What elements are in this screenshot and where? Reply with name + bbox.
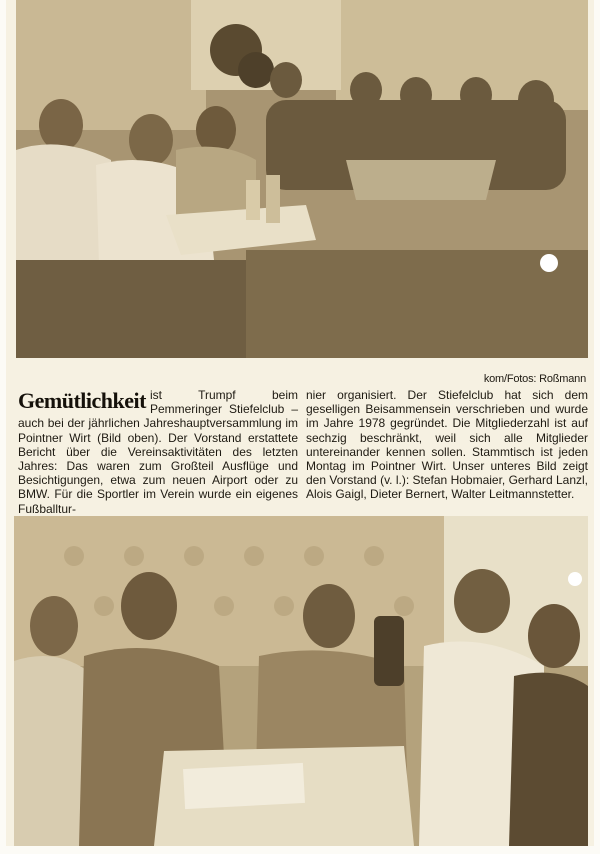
article-caption <box>18 388 588 516</box>
article-column-right <box>306 388 588 502</box>
photo-credit: kom/Fotos: Roßmann <box>483 373 586 385</box>
article-column-left <box>18 388 298 516</box>
photo-top-group-at-table <box>16 0 588 358</box>
photo-bottom-board-members <box>14 516 588 846</box>
scan-hole-mark <box>540 254 558 272</box>
headline: Gemütlichkeit <box>18 388 146 413</box>
column-right-text: nier organisiert. Der Stiefelclub hat sich dem geselligen Beisammensein verschrieben und wurde im Jahre 1978 gegründet. Die Mitgliederzahl ist auf sechzig beschränkt, weil sich alle Mitglieder untereinander kennen sollen. Stammtisch ist jeden Montag im Pointner Wirt. Unser unteres Bild zeigt den Vorstand (v. l.): Stefan Hobmaier, Gerhard Lanzl, Alois Gaigl, Dieter Bernert, Walter Leitmannstetter. <box>306 388 588 502</box>
column-left-text: ist Trumpf beim Pemmeringer Stiefelclub – auch bei der jährlichen Jahreshauptversammlung im Pointner Wirt (Bild oben). Der Vorstand erstattete Bericht über die Vereinsaktivitäten des letzten Jahres: Das waren zum Großteil Ausflüge und Besichtigungen, etwa zum neuen Airport oder zu BMW. Für die Sportler im Verein wurde ein eigenes Fußballtur- <box>18 388 298 516</box>
scan-hole-mark <box>568 572 582 586</box>
